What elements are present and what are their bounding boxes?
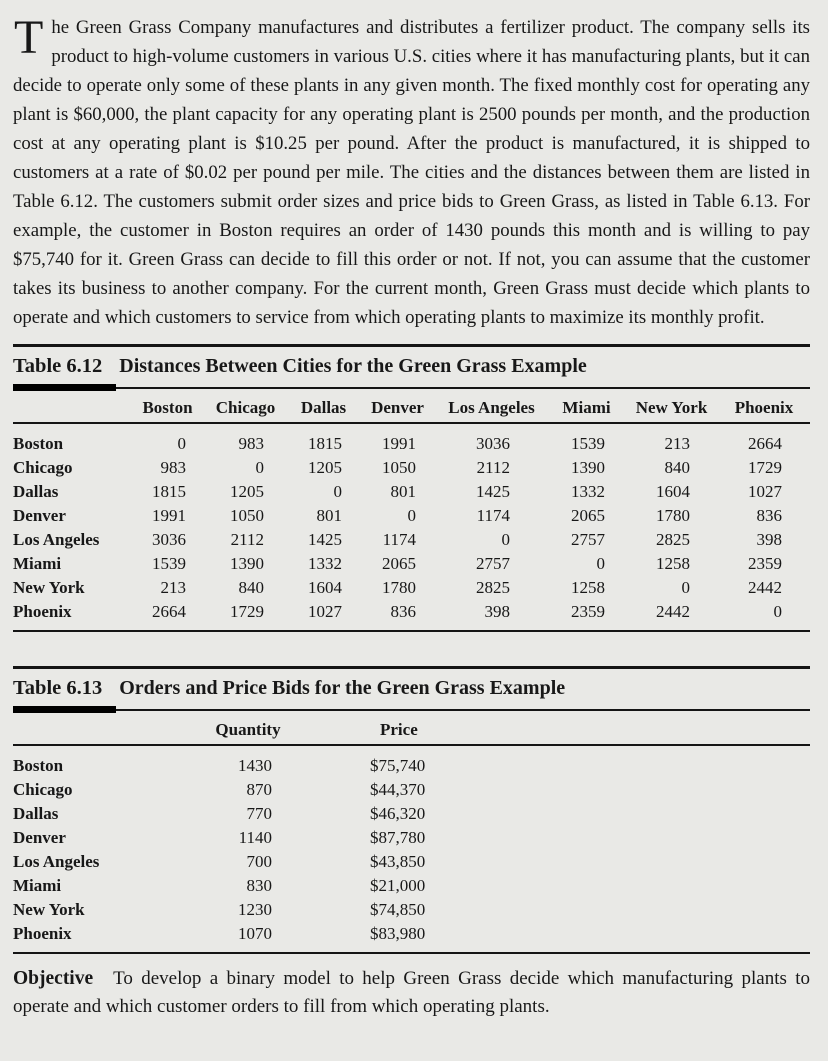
quantity-cell: 1230 [238,900,272,919]
distance-cell: 2825 [656,530,690,549]
distance-cell: 1815 [152,482,186,501]
table-6-12-caption [13,353,810,389]
distance-cell: 840 [238,578,264,597]
table-6-12-section [13,344,810,632]
distance-cell: 2757 [571,530,605,549]
distance-cell: 1425 [476,482,510,501]
distance-cell: 801 [390,482,416,501]
empty-cell [548,922,810,953]
distance-cell: 983 [160,458,186,477]
orders-table-header-row [13,711,810,745]
distance-cell: 1027 [748,482,782,501]
table-6-13-section [13,666,810,954]
quantity-cell: 1430 [238,756,272,775]
distance-cell: 1205 [308,458,342,477]
distance-cell: 1332 [571,482,605,501]
distance-cell: 2664 [748,434,782,453]
distance-cell: 2825 [476,578,510,597]
price-cell: $74,850 [370,900,426,919]
distance-cell: 836 [390,602,416,621]
distance-cell: 3036 [476,434,510,453]
column-header-boston: Boston [131,389,204,423]
distance-cell: 2112 [476,458,510,477]
distance-cell: 1050 [230,506,264,525]
distance-row [13,528,810,552]
row-city-label: Phoenix [13,602,72,621]
distance-cell: 2664 [152,602,186,621]
quantity-column-header: Quantity [198,711,298,745]
column-header-new-york: New York [625,389,718,423]
distance-row [13,600,810,631]
distance-cell: 1390 [571,458,605,477]
objective-text: To develop a binary model to help Green Grass decide which manufacturing plants to operate and which customer orders to fill from which operating plants. [13,968,810,1017]
distance-cell: 1729 [230,602,264,621]
quantity-cell: 830 [246,876,272,895]
distance-cell: 2442 [656,602,690,621]
quantity-cell: 870 [246,780,272,799]
distance-cell: 213 [160,578,186,597]
order-row [13,850,810,874]
column-header-dallas: Dallas [287,389,360,423]
price-cell: $83,980 [370,924,426,943]
price-cell: $87,780 [370,828,426,847]
distance-cell: 2442 [748,578,782,597]
distance-cell: 2359 [571,602,605,621]
row-city-label: Los Angeles [13,852,100,871]
row-city-label: New York [13,578,85,597]
empty-cell [548,898,810,922]
distance-cell: 1539 [571,434,605,453]
empty-cell [548,745,810,778]
distance-cell: 1991 [152,506,186,525]
distance-cell: 1174 [382,530,416,549]
distance-cell: 1205 [230,482,264,501]
distance-cell: 1050 [382,458,416,477]
order-row [13,745,810,778]
table-6-13-caption [13,675,810,711]
row-city-label: Miami [13,876,62,895]
distance-cell: 1174 [476,506,510,525]
column-header-los-angeles: Los Angeles [435,389,548,423]
price-cell: $43,850 [370,852,426,871]
distance-cell: 1390 [230,554,264,573]
order-row [13,922,810,953]
distance-cell: 840 [664,458,690,477]
distance-row [13,576,810,600]
objective-paragraph [13,965,810,1020]
distance-cell: 0 [681,578,690,597]
distance-cell: 1815 [308,434,342,453]
table-label-bar [13,706,116,713]
table-6-12-label: Table 6.12 [13,355,103,377]
distance-row [13,480,810,504]
empty-cell [548,874,810,898]
distance-cell: 1539 [152,554,186,573]
distance-cell: 2065 [571,506,605,525]
row-city-label: Chicago [13,780,73,799]
distance-cell: 398 [756,530,782,549]
row-city-label: New York [13,900,85,919]
distance-cell: 0 [255,458,264,477]
distance-cell: 836 [756,506,782,525]
order-row [13,826,810,850]
table-6-13-title: Orders and Price Bids for the Green Grass Example [119,677,566,699]
distance-row [13,456,810,480]
column-header-denver: Denver [360,389,435,423]
objective-label: Objective [13,968,94,989]
distance-cell: 0 [773,602,782,621]
distance-cell: 0 [177,434,186,453]
distance-cell: 2112 [230,530,264,549]
row-city-label: Dallas [13,482,59,501]
quantity-cell: 1070 [238,924,272,943]
distance-cell: 1027 [308,602,342,621]
distance-cell: 2065 [382,554,416,573]
distance-cell: 213 [664,434,690,453]
empty-cell [548,850,810,874]
distance-table [13,389,810,632]
row-city-label: Chicago [13,458,73,477]
empty-cell [548,802,810,826]
corner-cell [13,711,198,745]
distance-table-body [13,423,810,631]
distance-table-header-row [13,389,810,423]
distance-cell: 1729 [748,458,782,477]
column-header-miami: Miami [548,389,625,423]
order-row [13,898,810,922]
distance-cell: 0 [333,482,342,501]
table-6-12-title: Distances Between Cities for the Green Grass Example [119,355,587,377]
order-row [13,874,810,898]
row-city-label: Miami [13,554,62,573]
row-city-label: Los Angeles [13,530,100,549]
table-6-13-label: Table 6.13 [13,677,103,699]
quantity-cell: 700 [246,852,272,871]
empty-cell [548,826,810,850]
column-header-chicago: Chicago [204,389,287,423]
distance-cell: 1425 [308,530,342,549]
order-row [13,778,810,802]
price-column-header: Price [298,711,548,745]
distance-cell: 398 [484,602,510,621]
header-filler-cell [548,711,810,745]
row-city-label: Dallas [13,804,59,823]
row-city-label: Denver [13,828,66,847]
quantity-cell: 1140 [238,828,272,847]
distance-cell: 1780 [656,506,690,525]
distance-cell: 2359 [748,554,782,573]
distance-cell: 1332 [308,554,342,573]
row-city-label: Phoenix [13,924,72,943]
distance-cell: 1604 [308,578,342,597]
row-city-label: Denver [13,506,66,525]
distance-cell: 2757 [476,554,510,573]
column-header-phoenix: Phoenix [718,389,810,423]
distance-cell: 0 [596,554,605,573]
distance-cell: 0 [501,530,510,549]
intro-paragraph [13,13,810,332]
price-cell: $44,370 [370,780,426,799]
distance-row [13,423,810,456]
distance-cell: 3036 [152,530,186,549]
order-row [13,802,810,826]
orders-table [13,711,810,954]
distance-cell: 1258 [571,578,605,597]
distance-cell: 1258 [656,554,690,573]
row-city-label: Boston [13,434,64,453]
quantity-cell: 770 [246,804,272,823]
distance-cell: 0 [407,506,416,525]
distance-row [13,504,810,528]
intro-text: he Green Grass Company manufactures and distributes a fertilizer product. The company sells its product to high-volume customers in various U.S. cities where it has manufacturing plants, but it can decide to operate only some of these plants in any given month. The fixed monthly cost for operating any plant is $60,000, the plant capacity for any operating plant is 2500 pounds per month, and the production cost at any operating plant is $10.25 per pound. After the product is manufactured, it is shipped to customers at a rate of $0.02 per pound per mile. The cities and the distances between them are listed in Table 6.12. The customers submit order sizes and price bids to Green Grass, as listed in Table 6.13. For example, the customer in Boston requires an order of 1430 pounds this month and is willing to pay $75,740 for it. Green Grass can decide to fill this order or not. If not, you can assume that the customer takes its business to another company. For the current month, Green Grass must decide which plants to operate and which customers to service from which operating plants to maximize its monthly profit. [13,17,810,328]
corner-cell [13,389,131,423]
price-cell: $21,000 [370,876,426,895]
distance-cell: 801 [316,506,342,525]
empty-cell [548,778,810,802]
price-cell: $46,320 [370,804,426,823]
distance-row [13,552,810,576]
table-label-bar [13,384,116,391]
orders-table-body [13,745,810,953]
price-cell: $75,740 [370,756,426,775]
distance-cell: 983 [238,434,264,453]
distance-cell: 1604 [656,482,690,501]
drop-cap: T [14,11,44,64]
row-city-label: Boston [13,756,64,775]
distance-cell: 1780 [382,578,416,597]
distance-cell: 1991 [382,434,416,453]
